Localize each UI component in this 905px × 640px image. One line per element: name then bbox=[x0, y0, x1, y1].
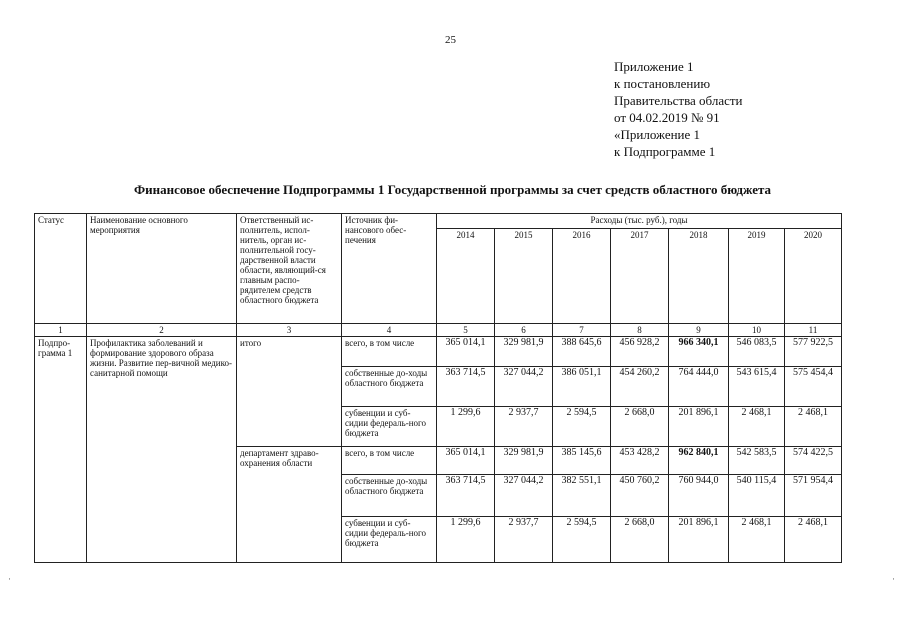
value-cell: 577 922,5 bbox=[785, 337, 842, 367]
value-cell: 365 014,1 bbox=[437, 337, 495, 367]
value-cell: 327 044,2 bbox=[495, 475, 553, 517]
document-title: Финансовое обеспечение Подпрограммы 1 Государственной программы за счет средств областного бюджета bbox=[133, 182, 772, 197]
header-year: 2016 bbox=[553, 229, 611, 324]
executor-cell: итого bbox=[237, 337, 342, 447]
status-cell: Подпро-грамма 1 bbox=[35, 337, 87, 563]
value-cell: 385 145,6 bbox=[553, 447, 611, 475]
value-cell: 456 928,2 bbox=[611, 337, 669, 367]
appendix-line: Правительства области bbox=[614, 93, 743, 108]
value-cell: 966 340,1 bbox=[669, 337, 729, 367]
header-year: 2014 bbox=[437, 229, 495, 324]
value-cell: 540 115,4 bbox=[729, 475, 785, 517]
value-cell: 1 299,6 bbox=[437, 517, 495, 563]
value-cell: 327 044,2 bbox=[495, 367, 553, 407]
header-year: 2020 bbox=[785, 229, 842, 324]
value-cell: 363 714,5 bbox=[437, 367, 495, 407]
value-cell: 760 944,0 bbox=[669, 475, 729, 517]
appendix-block bbox=[614, 58, 743, 160]
executor-cell: департамент здраво-охранения области bbox=[237, 447, 342, 563]
column-number: 8 bbox=[611, 324, 669, 337]
column-number: 6 bbox=[495, 324, 553, 337]
source-cell: всего, в том числе bbox=[342, 337, 437, 367]
value-cell: 764 444,0 bbox=[669, 367, 729, 407]
source-cell: собственные до-ходы областного бюджета bbox=[342, 367, 437, 407]
value-cell: 201 896,1 bbox=[669, 517, 729, 563]
column-number: 5 bbox=[437, 324, 495, 337]
source-cell: собственные до-ходы областного бюджета bbox=[342, 475, 437, 517]
appendix-line: к постановлению bbox=[614, 76, 711, 91]
value-cell: 2 937,7 bbox=[495, 407, 553, 447]
value-cell: 2 468,1 bbox=[729, 517, 785, 563]
header-year: 2019 bbox=[729, 229, 785, 324]
header-year: 2015 bbox=[495, 229, 553, 324]
measure-cell: Профилактика заболеваний и формирование здорового образа жизни. Развитие пер-вичной медико-санитарной помощи bbox=[87, 337, 237, 563]
appendix-line: Приложение 1 bbox=[614, 59, 694, 74]
edge-mark: · bbox=[892, 574, 895, 584]
value-cell: 453 428,2 bbox=[611, 447, 669, 475]
value-cell: 546 083,5 bbox=[729, 337, 785, 367]
value-cell: 382 551,1 bbox=[553, 475, 611, 517]
value-cell: 454 260,2 bbox=[611, 367, 669, 407]
value-cell: 2 594,5 bbox=[553, 517, 611, 563]
source-cell: субвенции и суб-сидии федераль-ного бюджета bbox=[342, 517, 437, 563]
value-cell: 2 468,1 bbox=[729, 407, 785, 447]
appendix-line: к Подпрограмме 1 bbox=[614, 144, 716, 159]
value-cell: 543 615,4 bbox=[729, 367, 785, 407]
appendix-line: «Приложение 1 bbox=[614, 127, 701, 142]
column-number: 9 bbox=[669, 324, 729, 337]
value-cell: 575 454,4 bbox=[785, 367, 842, 407]
header-measure: Наименование основного мероприятия bbox=[87, 214, 237, 324]
header-year: 2018 bbox=[669, 229, 729, 324]
header-expenses: Расходы (тыс. руб.), годы bbox=[437, 214, 842, 229]
header-year: 2017 bbox=[611, 229, 669, 324]
value-cell: 2 468,1 bbox=[785, 407, 842, 447]
value-cell: 388 645,6 bbox=[553, 337, 611, 367]
value-cell: 201 896,1 bbox=[669, 407, 729, 447]
column-number: 2 bbox=[87, 324, 237, 337]
value-cell: 2 668,0 bbox=[611, 517, 669, 563]
column-number: 11 bbox=[785, 324, 842, 337]
value-cell: 386 051,1 bbox=[553, 367, 611, 407]
edge-mark: · bbox=[8, 574, 11, 584]
header-executor: Ответственный ис-полнитель, испол-нитель, орган ис-полнительной госу-дарственной власти области, являющий-ся главным распо-рядителем средств областного бюджета bbox=[237, 214, 342, 324]
header-source: Источник фи-нансового обес-печения bbox=[342, 214, 437, 324]
value-cell: 2 594,5 bbox=[553, 407, 611, 447]
column-number: 10 bbox=[729, 324, 785, 337]
column-number: 3 bbox=[237, 324, 342, 337]
value-cell: 542 583,5 bbox=[729, 447, 785, 475]
value-cell: 329 981,9 bbox=[495, 337, 553, 367]
source-cell: субвенции и суб-сидии федераль-ного бюджета bbox=[342, 407, 437, 447]
column-number: 7 bbox=[553, 324, 611, 337]
value-cell: 571 954,4 bbox=[785, 475, 842, 517]
page-number: 25 bbox=[445, 34, 456, 46]
value-cell: 450 760,2 bbox=[611, 475, 669, 517]
value-cell: 574 422,5 bbox=[785, 447, 842, 475]
budget-table bbox=[34, 213, 842, 563]
column-number: 4 bbox=[342, 324, 437, 337]
value-cell: 2 468,1 bbox=[785, 517, 842, 563]
value-cell: 962 840,1 bbox=[669, 447, 729, 475]
value-cell: 2 937,7 bbox=[495, 517, 553, 563]
value-cell: 329 981,9 bbox=[495, 447, 553, 475]
source-cell: всего, в том числе bbox=[342, 447, 437, 475]
value-cell: 363 714,5 bbox=[437, 475, 495, 517]
appendix-line: от 04.02.2019 № 91 bbox=[614, 110, 720, 125]
header-status: Статус bbox=[35, 214, 87, 324]
value-cell: 1 299,6 bbox=[437, 407, 495, 447]
value-cell: 2 668,0 bbox=[611, 407, 669, 447]
column-number: 1 bbox=[35, 324, 87, 337]
value-cell: 365 014,1 bbox=[437, 447, 495, 475]
